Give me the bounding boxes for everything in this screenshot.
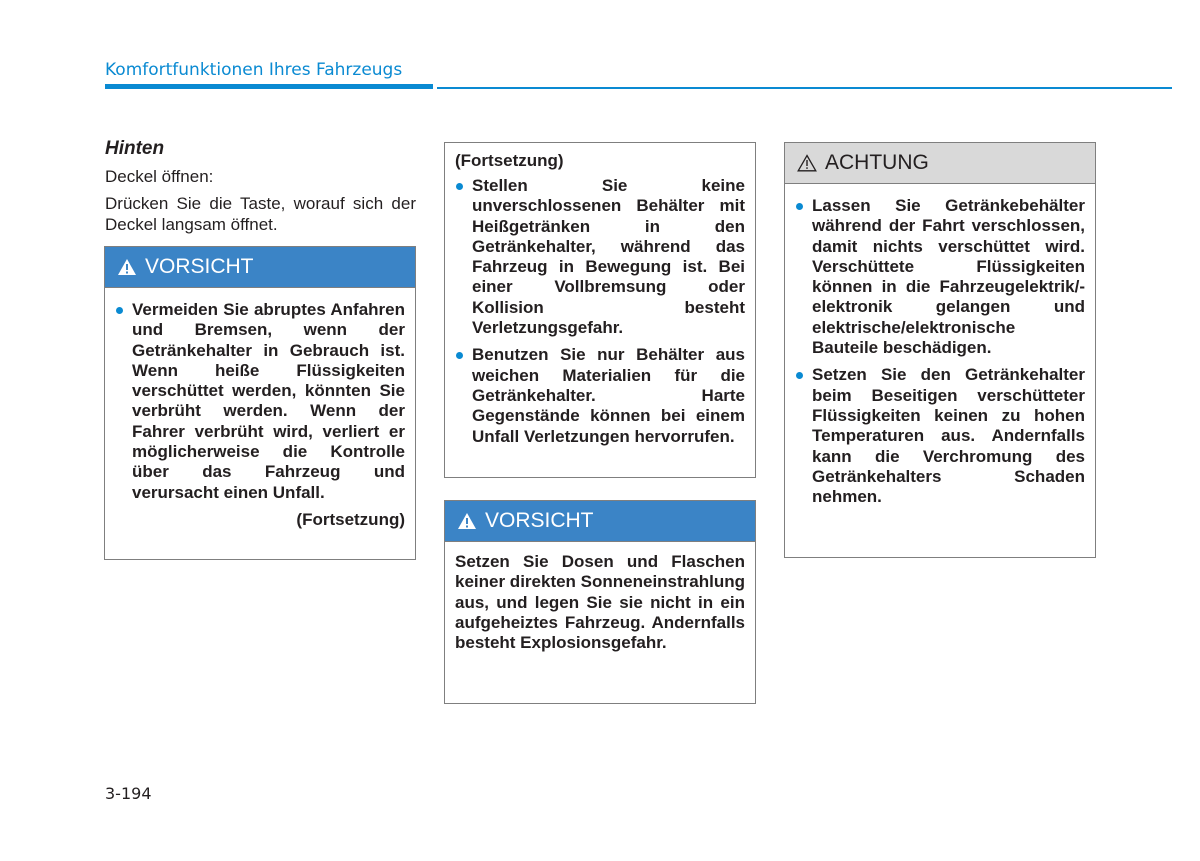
caution-title: VORSICHT xyxy=(485,509,594,532)
warning-triangle-icon xyxy=(457,512,477,530)
caution-title: VORSICHT xyxy=(145,255,254,278)
notice-header xyxy=(785,143,1095,184)
warning-triangle-icon xyxy=(117,258,137,276)
notice-title: ACHTUNG xyxy=(825,151,929,174)
continued-list xyxy=(455,176,745,447)
continued-body xyxy=(445,143,755,464)
list-item: Lassen Sie Getränkebehälter während der Fahrt verschlossen, damit nichts verschüttet wird. Verschüttete Flüssigkeiten können in die Fahrzeugelektrik/-elektronik gelangen und elektrische/elektronische Bauteile beschädigen. xyxy=(795,196,1085,358)
notice-list xyxy=(795,196,1085,507)
warning-triangle-outline-icon xyxy=(797,154,817,172)
continued-label: (Fortsetzung) xyxy=(455,151,564,170)
notice-body xyxy=(785,184,1095,524)
section-title: Komfortfunktionen Ihres Fahrzeugs xyxy=(105,60,403,80)
caution-box-left xyxy=(104,246,416,560)
caution-body xyxy=(445,542,755,663)
page-number: 3-194 xyxy=(105,784,152,803)
caution-header xyxy=(445,501,755,542)
continued-label: (Fortsetzung) xyxy=(296,509,405,529)
list-item: Vermeiden Sie abruptes Anfahren und Bremsen, wenn der Getränkehalter in Gebrauch ist. Wenn heiße Flüssigkeiten verschüttet werden, könnten Sie verbrüht werden. Wenn der Fahrer verbrüht wird, verliert er möglicherweise die Kontrolle über das Fahrzeug und verursacht einen Unfall. xyxy=(115,300,405,503)
left-column xyxy=(105,138,416,241)
caution-box-middle xyxy=(444,500,756,704)
caution-text: Setzen Sie Dosen und Flaschen keiner direkten Sonneneinstrahlung aus, und legen Sie sie nicht in ein aufgeheiztes Fahrzeug. Andernfalls besteht Explosionsgefahr. xyxy=(455,552,746,653)
continued-box-middle xyxy=(444,142,756,478)
caution-body xyxy=(105,288,415,540)
list-item: Stellen Sie keine unverschlossenen Behälter mit Heißgetränken in den Getränkehalter, während das Fahrzeug in Bewegung ist. Bei einer Vollbremsung oder Kollision besteht Verletzungsgefahr. xyxy=(455,176,745,338)
subheading-hinten: Hinten xyxy=(105,138,165,159)
caution-list xyxy=(115,300,405,503)
paragraph-deckel-oeffnen: Deckel öffnen: xyxy=(105,167,214,186)
notice-box-right xyxy=(784,142,1096,558)
caution-header xyxy=(105,247,415,288)
list-item: Setzen Sie den Getränkehalter beim Beseitigen verschütteter Flüssigkeiten keinen zu hohen Temperaturen aus. Andernfalls kann die Verchromung des Getränkehalters Schaden nehmen. xyxy=(795,365,1085,507)
paragraph-taste: Drücken Sie die Taste, worauf sich der Deckel langsam öffnet. xyxy=(105,194,416,234)
header-rule-thick xyxy=(105,84,433,89)
header-rule-thin xyxy=(437,87,1172,89)
list-item: Benutzen Sie nur Behälter aus weichen Materialien für die Getränkehalter. Harte Gegenstände können bei einem Unfall Verletzungen hervorrufen. xyxy=(455,345,745,446)
